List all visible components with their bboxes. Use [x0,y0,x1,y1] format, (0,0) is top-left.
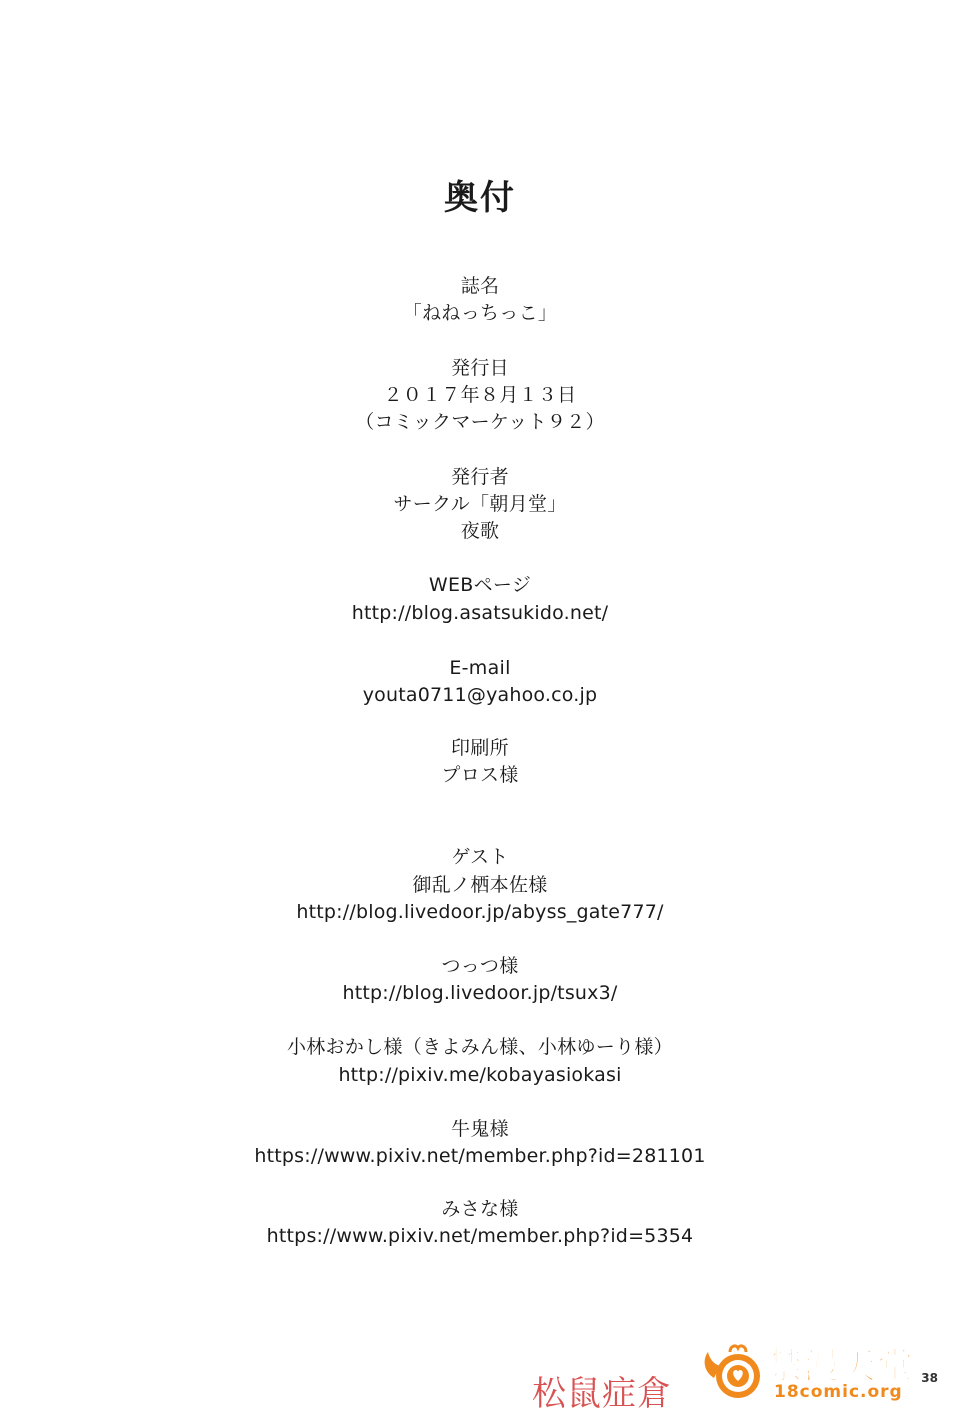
guest-url[interactable]: https://www.pixiv.net/member.php?id=281101 [254,1145,706,1167]
date-label: 発行日 [451,357,509,379]
page-title: 奥付 [444,178,516,218]
watermark-sub-text: 18comic.org [774,1382,903,1402]
watermark-logo [700,1338,930,1408]
guest-name: 牛鬼様 [451,1118,509,1140]
watermark-main-text: 禁漫天堂 [766,1346,915,1387]
email-label: E-mail [449,657,511,679]
web-url[interactable]: http://blog.asatsukido.net/ [351,602,609,624]
guest-name: 御乱ノ栖本佐様 [412,874,548,896]
guest-url[interactable]: http://blog.livedoor.jp/tsux3/ [342,982,618,1004]
magazine-name: 「ねねっちっこ」 [402,302,558,324]
guest-url[interactable]: http://blog.livedoor.jp/abyss_gate777/ [296,901,664,923]
publisher-circle: サークル「朝月堂」 [393,493,567,515]
publisher-label: 発行者 [451,466,509,488]
printer-name: プロス様 [441,764,519,786]
guest-name: つっつ様 [441,955,519,977]
page-number: 38 [921,1371,938,1385]
web-label: WEBページ [428,574,532,596]
guest-url[interactable]: http://pixiv.me/kobayasiokasi [338,1064,622,1086]
guests-label: ゲスト [451,846,509,868]
whale-icon [700,1342,766,1402]
publish-event: （コミックマーケット９２） [355,411,605,433]
guest-url[interactable]: https://www.pixiv.net/member.php?id=5354 [266,1225,694,1247]
printer-label: 印刷所 [451,737,509,759]
publisher-author: 夜歌 [460,520,500,542]
email-address[interactable]: youta0711@yahoo.co.jp [362,684,598,706]
magazine-label: 誌名 [460,275,500,297]
guest-name: 小林おかし様（きよみん様、小林ゆーり様） [286,1036,673,1058]
stamp-text: 松鼠症倉 [532,1374,672,1414]
publish-date: ２０１７年８月１３日 [383,384,577,406]
guest-name: みさな様 [441,1198,519,1220]
